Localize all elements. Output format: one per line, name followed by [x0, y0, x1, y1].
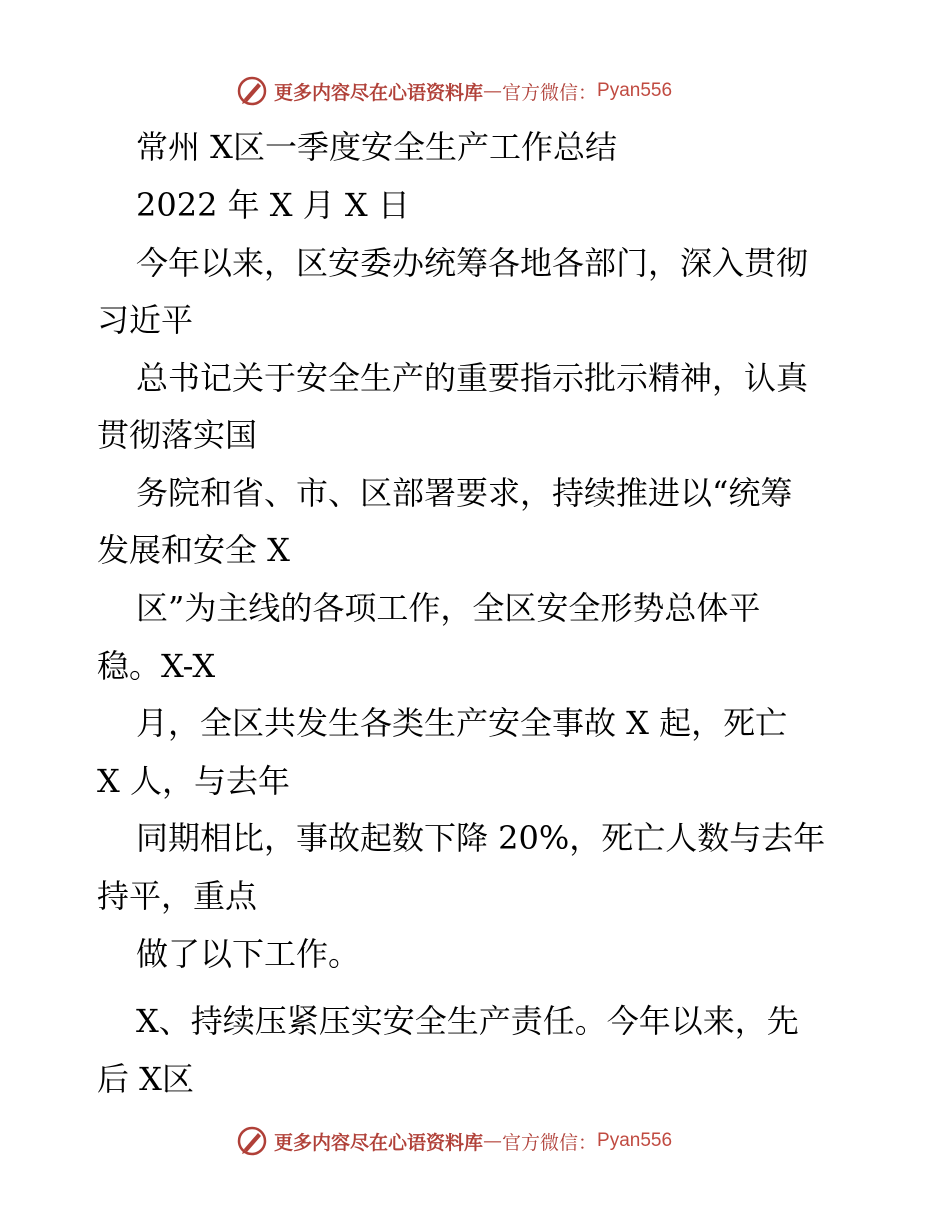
header-watermark — [236, 74, 672, 108]
body-line: 发展和安全 X — [97, 531, 290, 569]
footer-wechat-label: 官方微信： — [502, 1131, 598, 1154]
body-line: 总书记关于安全生产的重要指示批示精神，认真 — [136, 359, 809, 397]
header-wechat-id: Pyan556 — [597, 80, 673, 101]
footer-wechat-id: Pyan556 — [597, 1130, 673, 1151]
body-line: 习近平 — [97, 301, 194, 339]
document-date: 2022 年 X 月 X 日 — [136, 186, 410, 224]
body-line: 务院和省、市、区部署要求，持续推进以“统筹 — [136, 474, 793, 512]
body-line: 后 X区 — [97, 1060, 194, 1098]
pen-logo-icon — [236, 1125, 268, 1157]
header-separator: — — [483, 80, 503, 102]
body-line: 区”为主线的各项工作，全区安全形势总体平 — [136, 589, 761, 627]
header-wechat-label: 官方微信： — [502, 81, 598, 104]
body-line: 贯彻落实国 — [97, 416, 258, 454]
body-line: 稳。X-X — [97, 647, 216, 685]
body-line: 同期相比，事故起数下降 20%，死亡人数与去年 — [136, 819, 826, 857]
body-line: 月，全区共发生各类生产安全事故 X 起，死亡 — [136, 704, 788, 742]
body-line: 持平，重点 — [97, 877, 258, 915]
body-line: X 人，与去年 — [97, 762, 290, 800]
body-line: X、持续压紧压实安全生产责任。今年以来，先 — [136, 1002, 799, 1040]
document-title: 常州 X区一季度安全生产工作总结 — [136, 128, 617, 166]
header-brand-text: 更多内容尽在心语资料库 — [274, 81, 484, 104]
footer-watermark — [236, 1124, 672, 1158]
pen-logo-icon — [236, 75, 268, 107]
footer-brand-text: 更多内容尽在心语资料库 — [274, 1131, 484, 1154]
body-line: 做了以下工作。 — [136, 935, 361, 973]
body-line: 今年以来，区安委办统筹各地各部门，深入贯彻 — [136, 244, 809, 282]
footer-separator: — — [483, 1130, 503, 1152]
